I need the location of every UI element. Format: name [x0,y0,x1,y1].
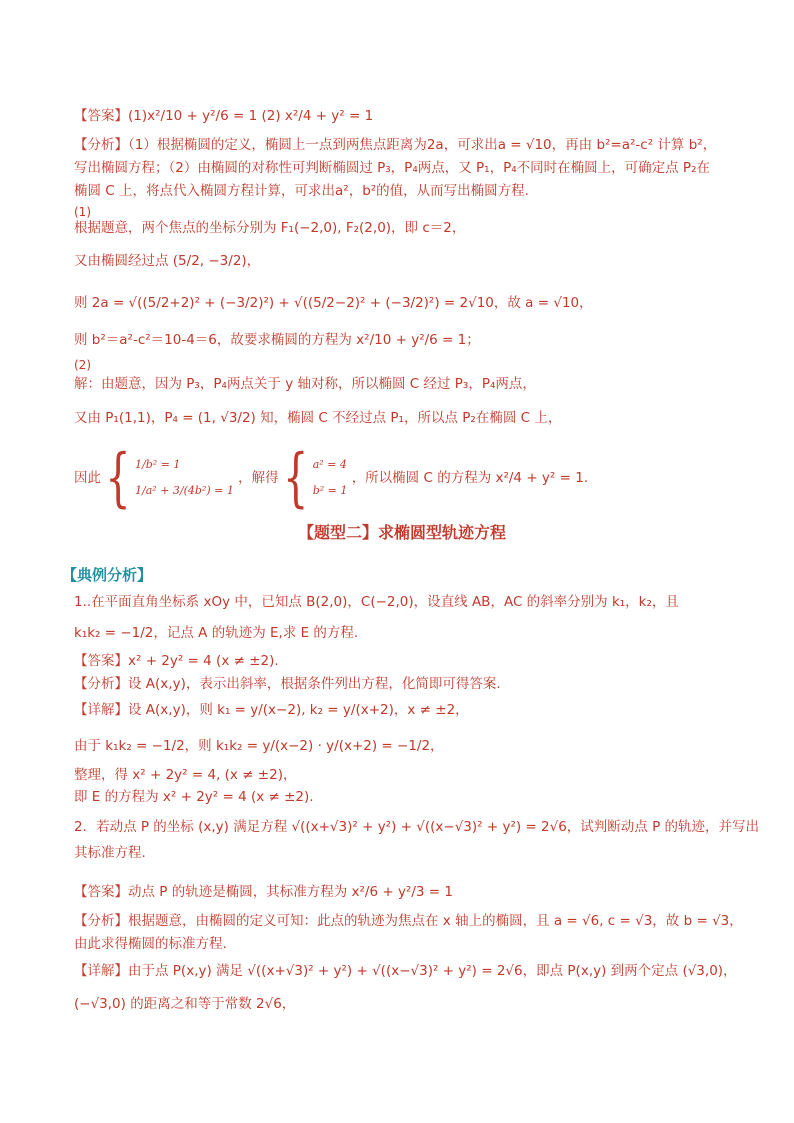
answer-label: 【答案】 [74,108,128,124]
part1-line-3: 则 2a = √((5/2+2)² + (−3/2)²) + √((5/2−2)² + (−3/2)²) = 2√10，故 a = √10， [74,295,593,311]
detail-label: 【详解】 [74,963,128,979]
q2-stem-line-1: 2．若动点 P 的坐标 (x,y) 满足方程 √((x+√3)² + y²) + √((x−√3)² + y²) = 2√6，试判断动点 P 的轨迹，并写出 [74,819,760,835]
q1-detail-line-3: 整理，得 x² + 2y² = 4, (x ≠ ±2)， [74,767,297,783]
analysis-label: 【分析】 [74,913,128,929]
q2-analysis-1: 根据题意，由椭圆的定义可知：此点的轨迹为焦点在 x 轴上的椭圆，且 a = √6, c = √3，故 b = √3， [128,913,743,929]
therefore-text: 因此 [74,470,101,486]
part1-line-1: 根据题意，两个焦点的坐标分别为 F₁(−2,0), F₂(2,0)，即 c＝2， [74,220,466,236]
analysis-text-1: （1）根据椭圆的定义，椭圆上一点到两焦点距离为2a，可求出a = √10，再由 b²=a²-c² 计算 b²， [128,137,717,153]
system2-eq-1: a² = 4 [312,458,347,471]
q1-answer: x² + 2y² = 4 (x ≠ ±2). [128,653,279,669]
part1-line-4: 则 b²＝a²-c²＝10-4＝6，故要求椭圆的方程为 x²/10 + y²/6 = 1； [74,332,480,348]
q1-stem-line-2: k₁k₂ = −1/2，记点 A 的轨迹为 E,求 E 的方程. [74,625,359,641]
part2-line-1: 解：由题意，因为 P₃，P₄两点关于 y 轴对称，所以椭圆 C 经过 P₃，P₄两点， [74,376,536,392]
q2-detail-line-2: (−√3,0) 的距离之和等于常数 2√6， [74,996,296,1012]
q1-detail-line-4: 即 E 的方程为 x² + 2y² = 4 (x ≠ ±2). [74,789,314,805]
answer-label: 【答案】 [74,653,128,669]
q2-stem-line-2: 其标准方程. [74,845,146,861]
q1-analysis: 设 A(x,y)，表示出斜率，根据条件列出方程，化简即可得答案. [128,676,501,692]
analysis-line-3: 椭圆 C 上，将点代入椭圆方程计算，可求出a²，b²的值，从而写出椭圆方程. [74,183,529,199]
q2-answer: 动点 P 的轨迹是椭圆，其标准方程为 x²/6 + y²/3 = 1 [128,884,453,900]
left-brace-icon: { [282,441,309,515]
part2-line-3 [74,441,589,515]
q1-detail-line-1 [74,700,469,720]
analysis-label: 【分析】 [74,676,128,692]
q2-answer-line [74,882,453,902]
system1-eq-2: 1/a² + 3/(4b²) = 1 [135,484,234,497]
part-1-marker: (1) [74,205,91,219]
analysis-label: 【分析】 [74,137,128,153]
equation-system-1 [135,452,234,504]
part2-line-2: 又由 P₁(1,1)，P₄ = (1, √3/2) 知，椭圆 C 不经过点 P₁，所以点 P₂在椭圆 C 上， [74,410,562,426]
answer-label: 【答案】 [74,884,128,900]
answer-text: (1)x²/10 + y²/6 = 1 (2) x²/4 + y² = 1 [128,108,374,124]
section-title: 【题型二】求椭圆型轨迹方程 [297,523,506,542]
q1-stem-line-1: 1..在平面直角坐标系 xOy 中，已知点 B(2,0)，C(−2,0)，设直线 AB，AC 的斜率分别为 k₁，k₂，且 [74,594,679,610]
q1-answer-line [74,651,279,671]
subsection-title: 【典例分析】 [62,566,153,584]
answer-line-1 [74,106,373,126]
q2-analysis-line-1 [74,911,743,931]
system1-eq-1: 1/b² = 1 [135,458,181,471]
analysis-line-1 [74,135,716,155]
analysis-line-2: 写出椭圆方程；（2）由椭圆的对称性可判断椭圆过 P₃，P₄两点，又 P₁，P₄不同时在椭圆上，可确定点 P₂在 [74,160,710,176]
equation-system-2 [313,452,348,504]
q1-analysis-line [74,674,501,694]
system2-eq-2: b² = 1 [312,484,348,497]
detail-label: 【详解】 [74,702,128,718]
q2-detail-1: 由于点 P(x,y) 满足 √((x+√3)² + y²) + √((x−√3)² + y²) = 2√6，即点 P(x,y) 到两个定点 (√3,0)， [128,963,737,979]
q1-detail-line-2: 由于 k₁k₂ = −1/2，则 k₁k₂ = y/(x−2) · y/(x+2) = −1/2， [74,738,444,754]
conclusion-text: ，所以椭圆 C 的方程为 x²/4 + y² = 1. [351,470,589,486]
q2-analysis-line-2: 由此求得椭圆的标准方程. [74,936,227,952]
solve-text: ，解得 [238,470,279,486]
q1-detail-1: 设 A(x,y)，则 k₁ = y/(x−2), k₂ = y/(x+2)，x ≠ ±2， [128,702,469,718]
q2-detail-line-1 [74,961,737,981]
left-brace-icon: { [105,441,131,515]
part-2-marker: (2) [74,358,91,372]
part1-line-2: 又由椭圆经过点 (5/2, −3/2)， [74,253,261,269]
